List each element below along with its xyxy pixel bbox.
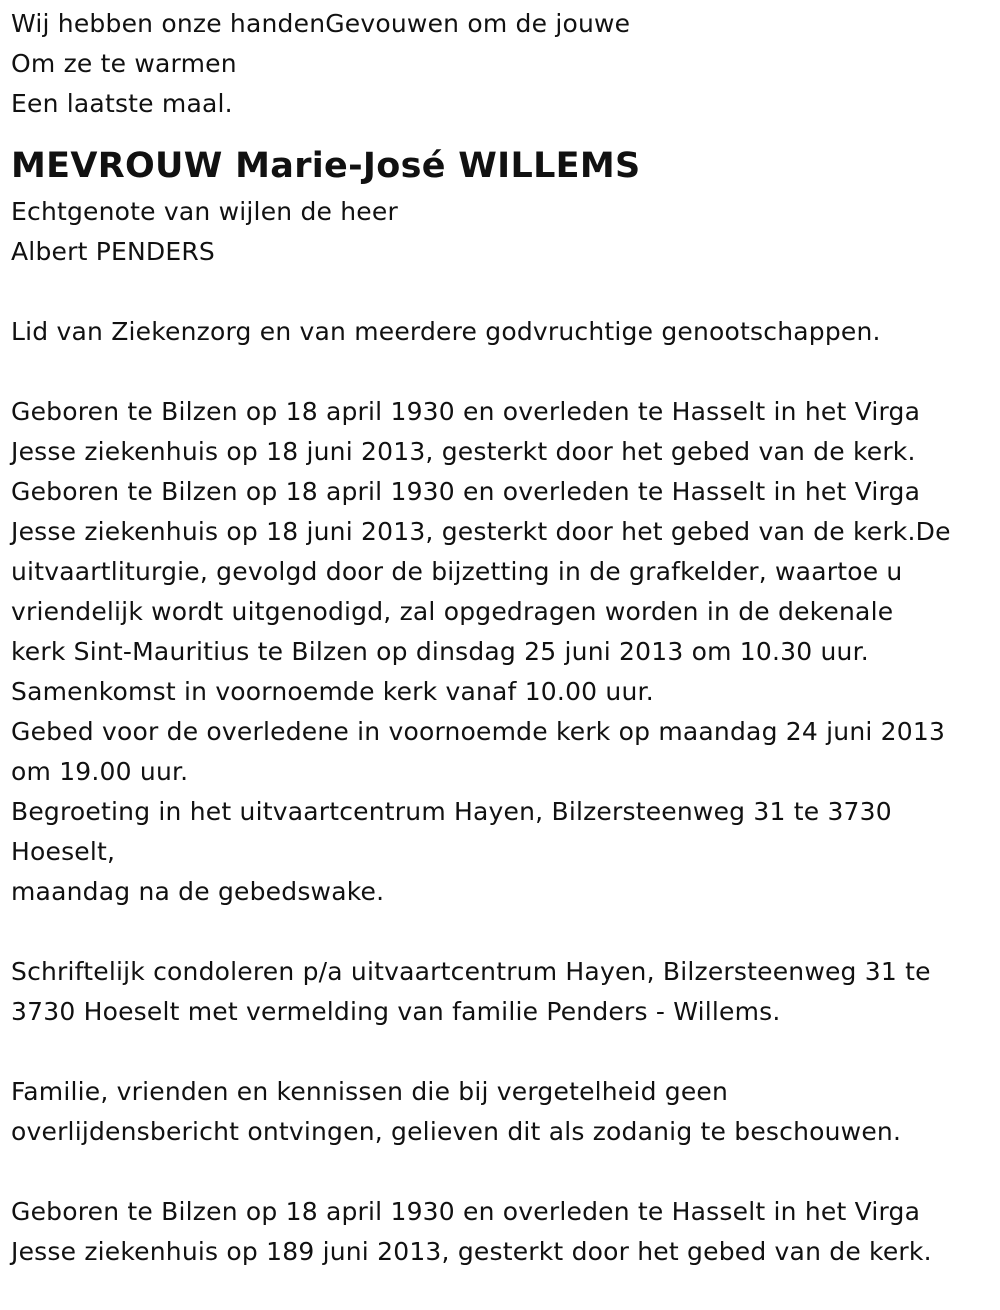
family-notice-line: Familie, vrienden en kennissen die bij vergetelheid geen (11, 1077, 729, 1106)
details-line: Jesse ziekenhuis op 18 juni 2013, gesterkt door het gebed van de kerk. (11, 437, 916, 466)
footer-line: Geboren te Bilzen op 18 april 1930 en overleden te Hasselt in het Virga (11, 1197, 921, 1226)
spouse-line: Albert PENDERS (11, 237, 215, 266)
details-line: kerk Sint-Mauritius te Bilzen op dinsdag 25 juni 2013 om 10.30 uur. (11, 637, 869, 666)
details-line: Geboren te Bilzen op 18 april 1930 en overleden te Hasselt in het Virga (11, 477, 921, 506)
details-line: Geboren te Bilzen op 18 april 1930 en overleden te Hasselt in het Virga (11, 397, 921, 426)
spacer (11, 912, 1000, 952)
funeral-details (11, 392, 1000, 912)
deceased-name: MEVROUW Marie-José WILLEMS (11, 146, 641, 186)
condolences (11, 952, 1000, 1032)
details-line: Jesse ziekenhuis op 18 juni 2013, gesterkt door het gebed van de kerk.De (11, 517, 951, 546)
details-line: vriendelijk wordt uitgenodigd, zal opgedragen worden in de dekenale (11, 597, 894, 626)
poem-line: Om ze te warmen (11, 49, 237, 78)
details-line: Gebed voor de overledene in voornoemde kerk op maandag 24 juni 2013 (11, 717, 946, 746)
details-line: Hoeselt, (11, 837, 116, 866)
poem (11, 4, 1000, 124)
poem-line: Wij hebben onze handenGevouwen om de jouwe (11, 9, 631, 38)
spouse-info (11, 192, 1000, 272)
footer-details (11, 1192, 1000, 1272)
family-notice-line: overlijdensbericht ontvingen, gelieven dit als zodanig te beschouwen. (11, 1117, 902, 1146)
details-line: Begroeting in het uitvaartcentrum Hayen, Bilzersteenweg 31 te 3730 (11, 797, 892, 826)
condolences-line: Schriftelijk condoleren p/a uitvaartcentrum Hayen, Bilzersteenweg 31 te (11, 957, 931, 986)
spacer (11, 272, 1000, 312)
details-line: maandag na de gebedswake. (11, 877, 385, 906)
family-notice (11, 1072, 1000, 1152)
spacer (11, 352, 1000, 392)
membership (11, 312, 1000, 352)
spacer (11, 1152, 1000, 1192)
details-line: Samenkomst in voornoemde kerk vanaf 10.00 uur. (11, 677, 654, 706)
footer-line: Jesse ziekenhuis op 189 juni 2013, gesterkt door het gebed van de kerk. (11, 1237, 932, 1266)
spouse-line: Echtgenote van wijlen de heer (11, 197, 398, 226)
spacer (11, 1032, 1000, 1072)
poem-line: Een laatste maal. (11, 89, 233, 118)
condolences-line: 3730 Hoeselt met vermelding van familie Penders - Willems. (11, 997, 781, 1026)
membership-line: Lid van Ziekenzorg en van meerdere godvruchtige genootschappen. (11, 317, 881, 346)
details-line: uitvaartliturgie, gevolgd door de bijzetting in de grafkelder, waartoe u (11, 557, 903, 586)
details-line: om 19.00 uur. (11, 757, 189, 786)
